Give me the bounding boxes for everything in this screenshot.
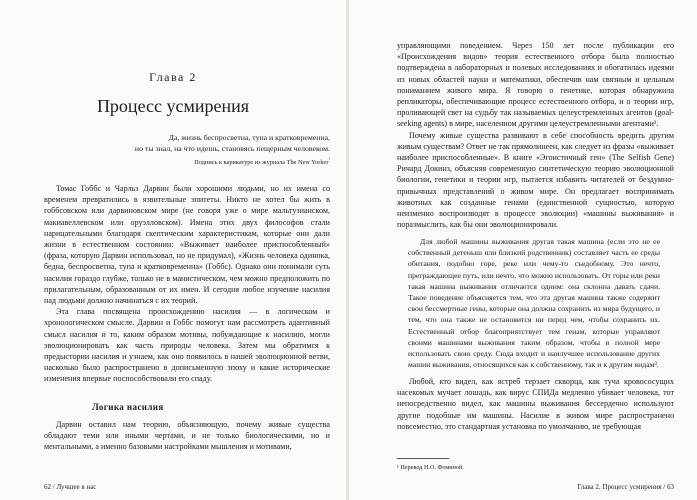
epigraph xyxy=(120,133,330,154)
epigraph-source-text: Подпись к карикатуре из журнала The New Yorker xyxy=(194,159,329,167)
epigraph-line-1: Да, жизнь беспросветна, тупа и кратковременна, xyxy=(168,133,330,142)
section-heading: Логика насилия xyxy=(92,402,164,412)
left-body-text xyxy=(44,183,330,385)
epigraph-source xyxy=(110,157,330,166)
block-quote: Для любой машины выживания другая такая машина (если это не ее собственный детеныш или близкий родственник) составляет часть ее среды обитания, подобно горе, реке или чему-то съедобному. Это нечто, преграждающее путь, или нечто, что можно использовать. От горы или реки такая машина выживания отличается одним: она склонна давать сдачи. Такое поведение объясняется тем, что эта другая машина также содержит свои бессмертные гены, которые она должна сохранить из мира будущего, и тем, что она также не остановится ни перед чем, чтобы сохранить их. Естественный отбор благоприятствует тем генам, которые управляют своими машинами выживания таким образом, чтобы в полной мере использовать свою среду. Сюда входит и наилучшее использование других машин выживания, относящихся как к собственному, так и к другим видам³. xyxy=(408,237,660,370)
epigraph-footnote-marker: ¹ xyxy=(328,157,330,163)
footnote-divider xyxy=(397,458,449,459)
left-body-text-continued xyxy=(44,419,330,453)
right-body-text-continued xyxy=(397,376,674,432)
page-folio-right: Глава 2. Процесс усмирения / 63 xyxy=(577,483,674,491)
footnote: ¹ Перевод Н.О. Фоминой. xyxy=(397,464,464,471)
right-body-text xyxy=(397,40,674,230)
chapter-title: Процесс усмирения xyxy=(96,96,250,116)
paragraph: управляющими поведением. Через 150 лет после публикации его «Происхождения видов» теория естественного отбора была полностью подтверждена в лабораторных и полевых исследованиях и обогатилась идеями из новых областей науки и математики, обеспечив нам связным и цельным пониманием живого мира. Я говорю о генетике, которая обнаружила репликаторы, обеспечивающие процесс естественного отбора, и о теории игр, проливающей свет на судьбу так называемых целеустремленных агентов (goal-seeking agents) в мире, населенном другими целеустремленными агентами². xyxy=(397,41,674,129)
paragraph: Любой, кто видел, как ястреб терзает скворца, как туча кровососущих насекомых мучает лошадь, как вирус СПИДа медленно убивает человека, тот непосредственно видел, как машины выживания бессердечно используют другие подобные им машины. Насилие в живом мире распространено повсеместно, это стандартная установка по умолчанию, не требующая xyxy=(397,377,674,431)
paragraph: Эта глава посвящена происхождению насилия — в логическом и хронологическом смысле. Дарвин и Гоббс помогут нам рассмотреть адаптивный смысл насилия и то, каким образом мотивы, побуждающие к насилию, могли эволюционировать как часть природы человека. Затем мы обратимся к предыстории насилия и узнаем, как оно появилось в нашей эволюционной ветви, насколько было распространено в дописьменную эпоху и какие исторические изменения впервые поспособствовали его спаду. xyxy=(44,307,330,384)
paragraph: Почему живые существа развивают в себе способность вредить другим живым существам? Ответ не так прямолинеен, как следует из фразы «выживает наиболее приспособленные». В книге «Эгоистичный ген» (The Selfish Gene) Ричард Докинз, объясняя современную синтетическую теорию эволюционной биологии, генетики и теории игр, пытается избавить читателей от бездумно-привычных представлений о живом мире. Он предлагает воспринимать животных как созданные генами (единственной сущностью, которую неизменно воспроизводят в процессе эволюции) «машины выживания» и поразмыслить, как бы они эволюционировали. xyxy=(397,130,674,230)
right-page xyxy=(349,0,697,500)
paragraph: Томас Гоббс и Чарльз Дарвин были хорошими людьми, но их имена со временем превратились в язвительные эпитеты. Никто не хотел бы жить в гоббсовском или дарвиновском мире (не говоря уже о мире мальтузианском, макиавеллевском или оруэлловском). Имена этих двух философов стали нарицательными благодаря скептическим характеристикам, которые они дали жизни в естественном состоянии: «Выживает наиболее приспособленный» (фраза, которую Дарвин использовал, но не придумал), «Жизнь человека одинока, бедна, беспросветна, тупа и кратковременна» (Гоббс). Однако они понимали суть насилия гораздо глубже, только не в манистическом, чем можно предположить по прилагательным, образованным от их имен. И сегодня любое изучение насилия над людьми должно начинаться с их теорий. xyxy=(44,184,330,306)
page-folio-left: 62 / Лучшее в нас xyxy=(44,483,97,491)
left-page xyxy=(0,0,346,500)
chapter-label: Глава 2 xyxy=(149,70,197,84)
epigraph-line-2: но ты знал, на что идешь, становясь пещерным человеком. xyxy=(134,143,330,153)
paragraph: Дарвин оставил нам теорию, объясняющую, почему живые существа обладают теми или иными чертами, и не только биологическими, но и ментальными, а именно базовыми настройками мышления и мотивами, xyxy=(44,420,330,452)
